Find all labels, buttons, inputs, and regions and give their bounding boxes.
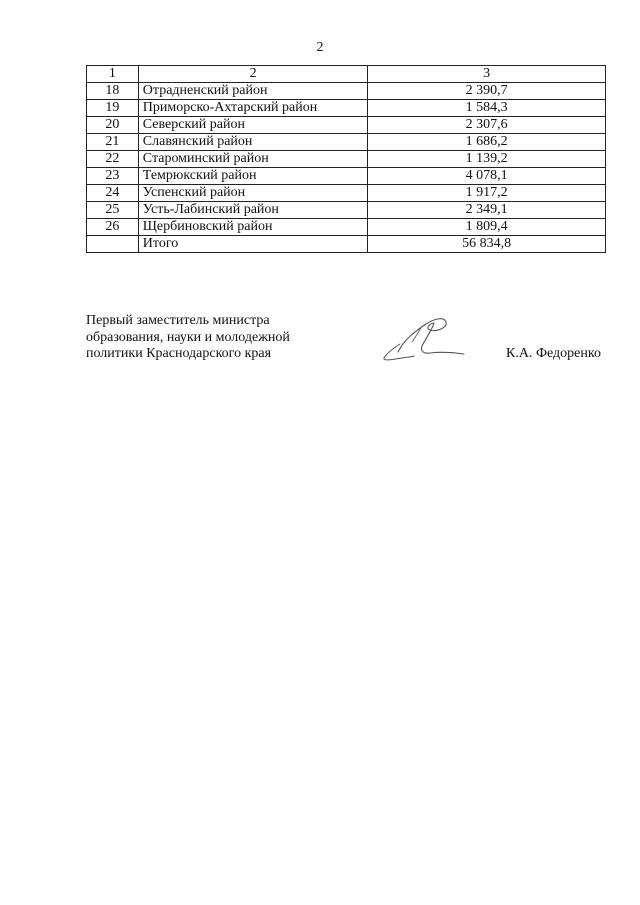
district-name: Отрадненский район bbox=[138, 83, 368, 100]
signer-position bbox=[86, 313, 290, 363]
signer-name: К.А. Федоренко bbox=[506, 346, 601, 361]
amount-value: 1 139,2 bbox=[368, 151, 606, 168]
row-number: 21 bbox=[87, 134, 139, 151]
signer-position-line: Первый заместитель министра bbox=[86, 313, 270, 328]
district-name: Славянский район bbox=[138, 134, 368, 151]
row-number: 26 bbox=[87, 219, 139, 236]
amount-value: 1 686,2 bbox=[368, 134, 606, 151]
table-row bbox=[87, 117, 606, 134]
district-name: Староминский район bbox=[138, 151, 368, 168]
row-number: 19 bbox=[87, 100, 139, 117]
row-number: 18 bbox=[87, 83, 139, 100]
handwritten-signature bbox=[378, 310, 470, 366]
table-row bbox=[87, 100, 606, 117]
amount-value: 2 349,1 bbox=[368, 202, 606, 219]
total-label: Итого bbox=[138, 236, 368, 253]
table-header-row bbox=[87, 66, 606, 83]
row-number: 22 bbox=[87, 151, 139, 168]
row-number: 23 bbox=[87, 168, 139, 185]
amount-value: 1 917,2 bbox=[368, 185, 606, 202]
header-cell-1: 1 bbox=[87, 66, 139, 83]
table-total-row bbox=[87, 236, 606, 253]
table-row bbox=[87, 202, 606, 219]
row-number: 20 bbox=[87, 117, 139, 134]
district-name: Успенский район bbox=[138, 185, 368, 202]
amount-value: 1 584,3 bbox=[368, 100, 606, 117]
table-row bbox=[87, 134, 606, 151]
district-name: Северский район bbox=[138, 117, 368, 134]
amount-value: 2 307,6 bbox=[368, 117, 606, 134]
table-row bbox=[87, 185, 606, 202]
data-table bbox=[86, 65, 606, 253]
table-row bbox=[87, 219, 606, 236]
district-name: Щербиновский район bbox=[138, 219, 368, 236]
table-row bbox=[87, 168, 606, 185]
district-name: Темрюкский район bbox=[138, 168, 368, 185]
header-cell-2: 2 bbox=[138, 66, 368, 83]
total-number bbox=[87, 236, 139, 253]
row-number: 25 bbox=[87, 202, 139, 219]
header-cell-3: 3 bbox=[368, 66, 606, 83]
table-row bbox=[87, 83, 606, 100]
amount-value: 4 078,1 bbox=[368, 168, 606, 185]
district-name: Усть-Лабинский район bbox=[138, 202, 368, 219]
district-name: Приморско-Ахтарский район bbox=[138, 100, 368, 117]
page-number: 2 bbox=[316, 40, 324, 55]
signer-position-line: политики Краснодарского края bbox=[86, 346, 272, 361]
signer-position-line: образования, науки и молодежной bbox=[86, 329, 290, 345]
table-row bbox=[87, 151, 606, 168]
row-number: 24 bbox=[87, 185, 139, 202]
total-value: 56 834,8 bbox=[368, 236, 606, 253]
amount-value: 2 390,7 bbox=[368, 83, 606, 100]
amount-value: 1 809,4 bbox=[368, 219, 606, 236]
